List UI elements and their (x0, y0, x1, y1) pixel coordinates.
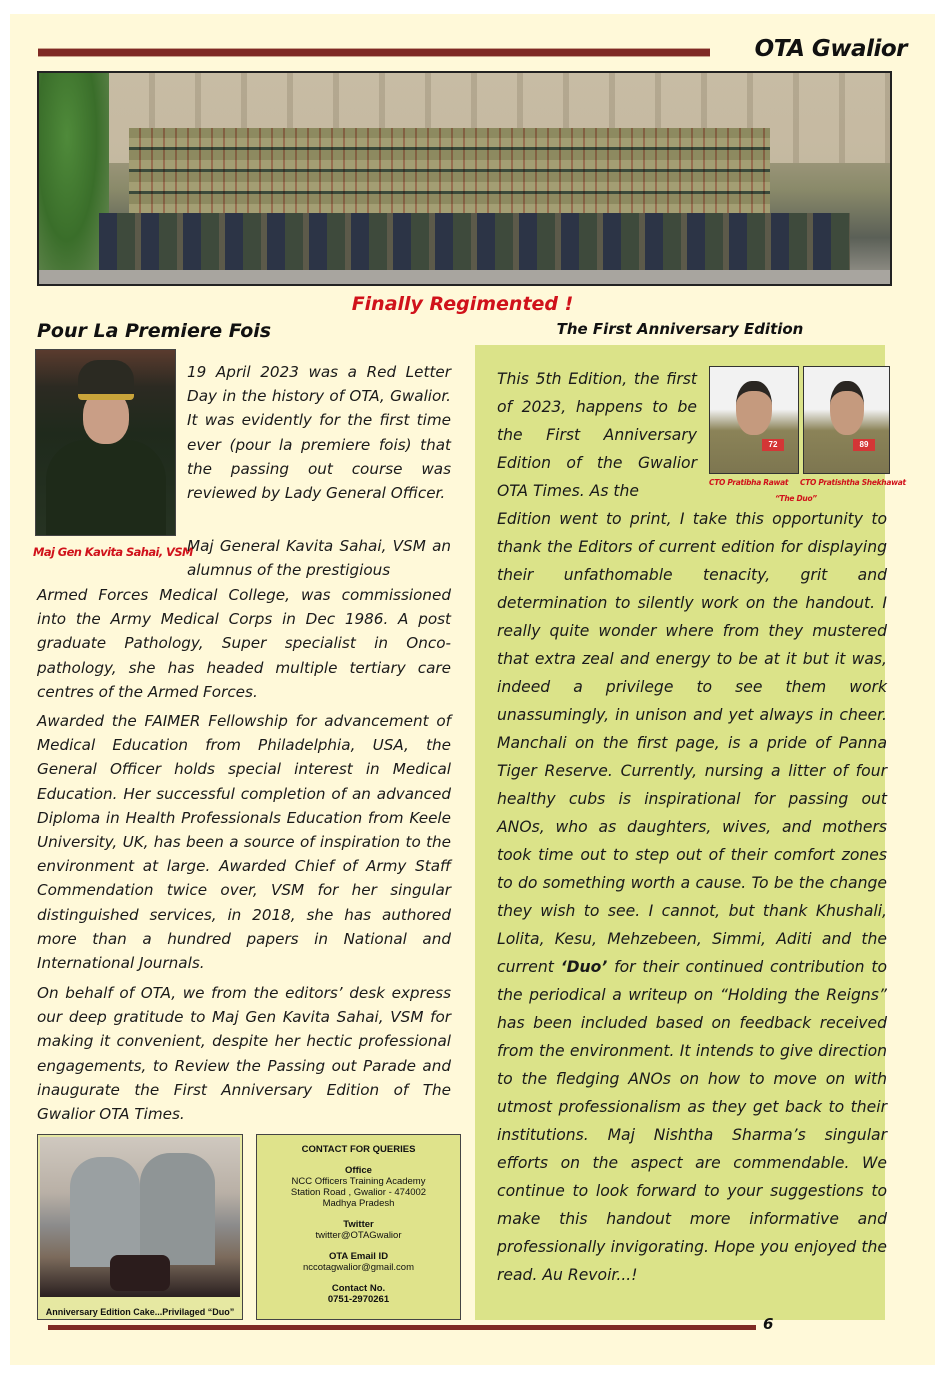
badge-number: 89 (853, 439, 875, 451)
editorial-body-part-1: Edition went to print, I take this opportunity to thank the Editors of current edition for displaying their unfathomable tenacity, grit and determination to silently work on the handout. I really quite wonder where from they mustered that extra zeal and energy to be at it but it was, indeed a privilege to see them work unassumingly, in unison and yet always in cheer. Manchali on the first page, is a pride of Panna Tiger Reserve. Currently, nursing a litter of four healthy cubs is inspirational for passing out ANOs, who as daughters, wives, and mothers took time out to step out of their comfort zones to do something worth a cause. To be the change they wish to see. I cannot, but thank Khushali, Lolita, Kesu, Mehzebeen, Simmi, Aditi and the current (497, 510, 887, 976)
portrait-cap (78, 360, 134, 400)
phone-number[interactable]: 0751-2970261 (327, 1294, 390, 1305)
intro-paragraph: 19 April 2023 was a Red Letter Day in the history of OTA, Gwalior. It was evidently for the first time ever (pour la premiere fois) that the passing out course was reviewed by Lady General Officer. (187, 363, 451, 503)
person-right (140, 1153, 215, 1265)
duo-caption-2: CTO Pratishtha Shekhawat (800, 478, 906, 487)
editorial-body (497, 505, 887, 1289)
person-left (70, 1157, 140, 1267)
badge-number: 72 (762, 439, 784, 451)
portrait-face (736, 381, 771, 435)
gratitude-paragraph: On behalf of OTA, we from the editors’ desk express our deep gratitude to Maj Gen Kavita Sahai, VSM for making it convenient, despite her hectic professional engagements, to Review the Passing out Parade and inaugurate the First Anniversary Edition of The Gwalior OTA Times. (37, 984, 451, 1124)
portrait-uniform (46, 440, 166, 536)
contact-title: CONTACT FOR QUERIES (301, 1144, 416, 1155)
email-label: OTA Email ID (328, 1251, 389, 1262)
bio-paragraph-start: Maj General Kavita Sahai, VSM an alumnus of the prestigious (187, 537, 451, 580)
left-article-title: Pour La Premiere Fois (37, 320, 272, 342)
cake-image (40, 1137, 240, 1297)
awards-paragraph: Awarded the FAIMER Fellowship for advancement of Medical Education from Philadelphia, USA, the General Officer holds special interest in Medical Education. Her successful completion of an advanced Diploma in Health Professionals Education from Keele University, UK, has been a source of inspiration to the environment at large. Awarded Chief of Army Staff Commendation twice over, VSM for her singular distinguished services, in 2018, she has authored more than a hundred papers in National and International Journals. (37, 712, 451, 973)
office-line: NCC Officers Training Academy (291, 1176, 426, 1187)
office-line: Madhya Pradesh (322, 1198, 395, 1209)
duo-photo-1 (709, 366, 799, 474)
contact-box (256, 1134, 461, 1320)
bio-paragraph-rest: Armed Forces Medical College, was commissioned into the Army Medical Corps in Dec 1986. A post graduate Pathology, Super specialist in Onco-pathology, she has headed multiple tertiary care centres of the Armed Forces. (37, 586, 451, 701)
duo-caption-1: CTO Pratibha Rawat (709, 478, 789, 487)
twitter-label: Twitter (343, 1219, 374, 1230)
cake-icon (110, 1255, 170, 1291)
twitter-handle[interactable]: twitter@OTAGwalior (315, 1230, 402, 1241)
editorial-body-part-2: for their continued contribution to the periodical a writeup on “Holding the Reigns” has been included based on feedback received from the environment. It intends to give direction to the fledging ANOs on how to move on with utmost professionalism as they get back to their institutions. Maj Nishtha Sharma’s singular efforts on the aspect are commendable. We continue to look forward to your suggestions to make this handout more informative and professionally invigorating. Hope you enjoyed the read. Au Revoir...! (497, 958, 887, 1284)
email-address[interactable]: nccotagwalior@gmail.com (302, 1262, 415, 1273)
portrait-caption: Maj Gen Kavita Sahai, VSM (33, 545, 193, 559)
photo-headline: Finally Regimented ! (351, 293, 574, 315)
masthead-title: OTA Gwalior (754, 36, 907, 62)
office-line: Station Road , Gwalior - 474002 (290, 1187, 427, 1198)
duo-photo-2 (803, 366, 890, 474)
cake-caption: Anniversary Edition Cake...Privilaged “Duo” (45, 1307, 235, 1317)
page-number: 6 (763, 1315, 774, 1333)
duo-emphasis: ‘Duo’ (560, 958, 608, 976)
phone-label: Contact No. (331, 1283, 386, 1294)
office-label: Office (345, 1165, 372, 1176)
ground (39, 270, 890, 284)
editorial-intro: This 5th Edition, the first of 2023, happens to be the First Anniversary Edition of the Gwalior OTA Times. As the (497, 370, 697, 500)
right-article-title: The First Anniversary Edition (556, 320, 804, 338)
footer-rule (48, 1325, 756, 1330)
portrait-photo (35, 349, 176, 536)
group-photo (37, 71, 892, 286)
seated-officers (99, 213, 850, 273)
cake-photo (37, 1134, 243, 1320)
header-rule (38, 48, 710, 57)
portrait-face (830, 381, 864, 435)
duo-label: “The Duo” (775, 494, 817, 503)
